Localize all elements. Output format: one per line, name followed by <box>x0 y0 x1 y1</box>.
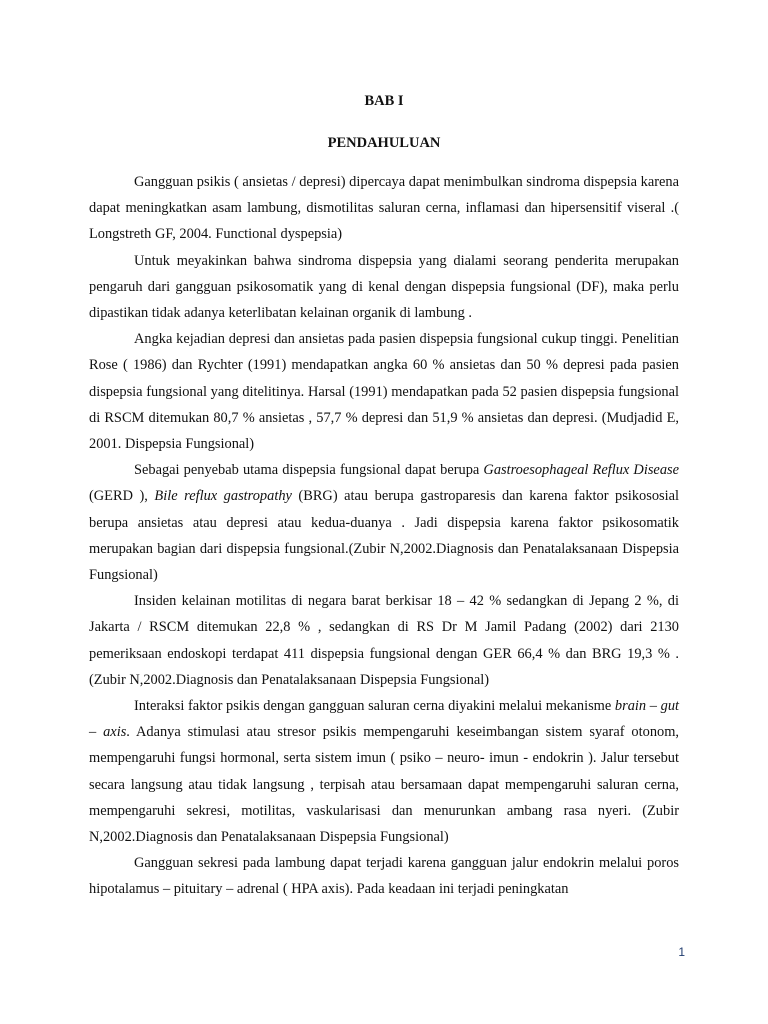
page-number: 1 <box>678 945 685 959</box>
paragraph-text: . Adanya stimulasi atau stresor psikis mempengaruhi keseimbangan sistem syaraf otonom, mempengaruhi fungsi hormonal, serta sistem imun ( psiko – neuro- imun - endokrin ). Jalur tersebut secara langsung atau tidak langsung , terpisah atau bersamaan dapat mempengaruhi saluran cerna, mempengaruhi sekresi, motilitas, vaskularisasi dan menurunkan ambang rasa nyeri. (Zubir N,2002.Diagnosis dan Penatalaksanaan Dispepsia Fungsional) <box>89 724 679 846</box>
italic-term: Gastroesophageal Reflux Disease <box>483 462 679 479</box>
paragraph <box>89 588 679 693</box>
paragraph-text: Interaksi faktor psikis dengan gangguan saluran cerna diyakini melalui mekanisme <box>134 698 615 715</box>
paragraph-text: Gangguan sekresi pada lambung dapat terjadi karena gangguan jalur endokrin melalui poros hipotalamus – pituitary – adrenal ( HPA axis). Pada keadaan ini terjadi peningkatan <box>89 855 679 898</box>
paragraph <box>89 169 679 248</box>
paragraph <box>89 326 679 457</box>
paragraph <box>89 850 679 902</box>
italic-term: Bile reflux gastropathy <box>154 488 292 505</box>
chapter-title: PENDAHULUAN <box>327 135 441 151</box>
italic-term: axis <box>103 724 127 741</box>
paragraph-text: – <box>646 698 661 715</box>
paragraph-text: Angka kejadian depresi dan ansietas pada pasien dispepsia fungsional cukup tinggi. Penelitian Rose ( 1986) dan Rychter (1991) mendapatkan angka 60 % ansietas dan 50 % depresi pada pasien dispepsia fungsional yang ditelitinya. Harsal (1991) mendapatkan pada 52 pasien dispepsia fungsional di RSCM ditemukan 80,7 % ansietas , 57,7 % depresi dan 51,9 % ansietas dan depresi. (Mudjadid E, 2001. Dispepsia Fungsional) <box>89 331 679 453</box>
italic-term: gut <box>660 698 680 715</box>
paragraph <box>89 457 679 588</box>
paragraph-text: (GERD ), <box>89 488 155 505</box>
paragraph <box>89 248 679 327</box>
paragraph-text: Gangguan psikis ( ansietas / depresi) dipercaya dapat menimbulkan sindroma dispepsia karena dapat meningkatkan asam lambung, dismotilitas saluran cerna, inflamasi dan hipersensitif viseral .( Longstreth GF, 2004. Functional dyspepsia) <box>89 174 679 243</box>
paragraph-text: – <box>89 724 104 741</box>
paragraph <box>89 693 679 850</box>
chapter-heading: BAB I <box>364 93 404 109</box>
paragraph-text: Sebagai penyebab utama dispepsia fungsional dapat berupa <box>134 462 484 479</box>
paragraph-text: (BRG) atau berupa gastroparesis dan karena faktor psikososial berupa ansietas atau depresi atau kedua-duanya . Jadi dispepsia karena faktor psikosomatik merupakan bagian dari dispepsia fungsional.(Zubir N,2002.Diagnosis dan Penatalaksanaan Dispepsia Fungsional) <box>89 488 679 584</box>
italic-term: brain <box>614 698 647 715</box>
paragraph-text: Untuk meyakinkan bahwa sindroma dispepsia yang dialami seorang penderita merupakan pengaruh dari gangguan psikosomatik yang di kenal dengan dispepsia fungsional (DF), maka perlu dipastikan tidak adanya keterlibatan kelainan organik di lambung . <box>89 252 679 322</box>
paragraph-text: Insiden kelainan motilitas di negara barat berkisar 18 – 42 % sedangkan di Jepang 2 %, di Jakarta / RSCM ditemukan 22,8 % , sedangkan di RS Dr M Jamil Padang (2002) dari 2130 pemeriksaan endoskopi terdapat 411 dispepsia fungsional dengan GER 66,4 % dan BRG 19,3 % . (Zubir N,2002.Diagnosis dan Penatalaksanaan Dispepsia Fungsional) <box>89 593 679 688</box>
body-text <box>89 169 679 903</box>
